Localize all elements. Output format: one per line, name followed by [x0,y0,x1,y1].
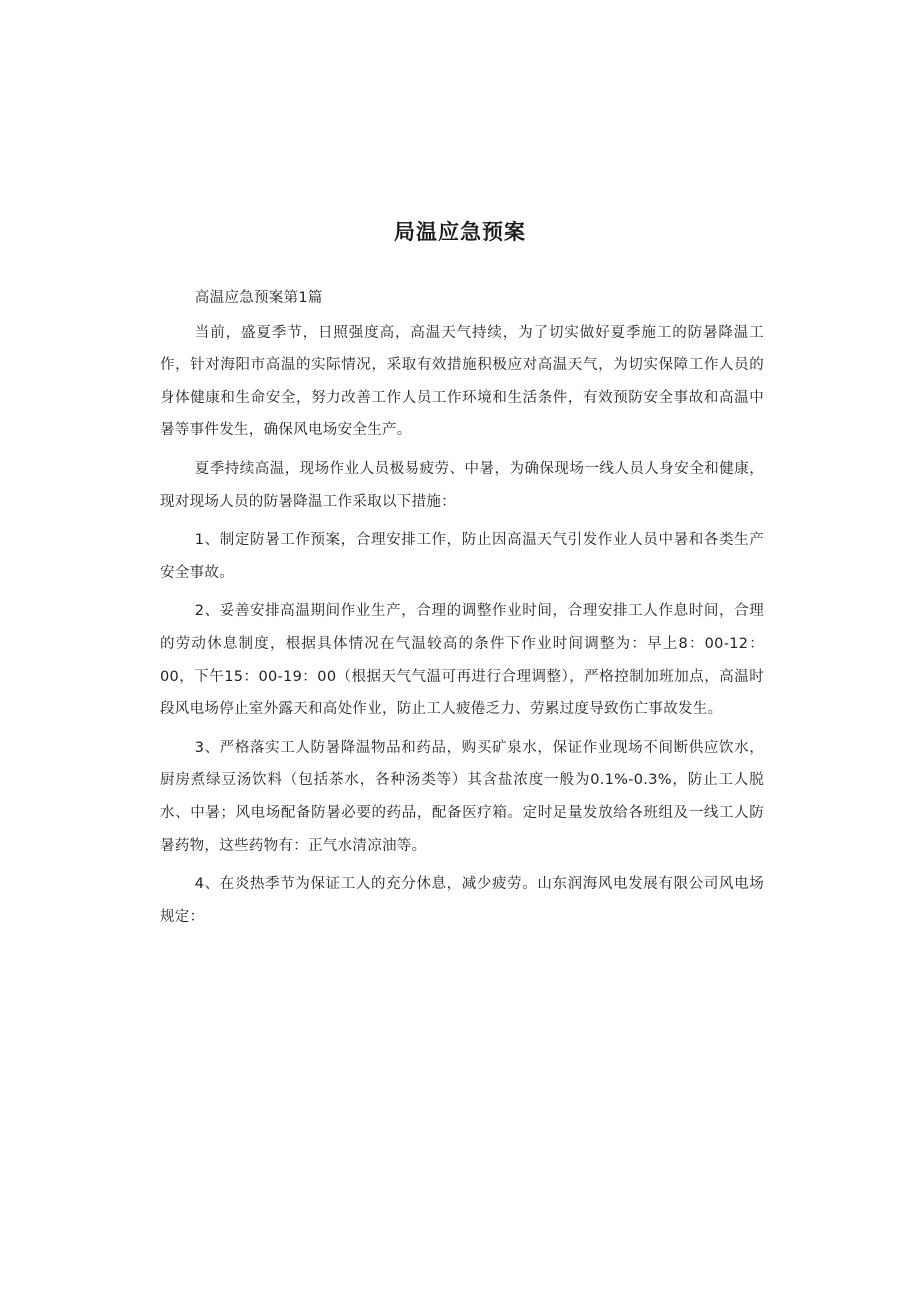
section-subheading: 高温应急预案第1篇 [194,290,323,306]
paragraph-intro: 当前，盛夏季节，日照强度高，高温天气持续，为了切实做好夏季施工的防暑降温工作，针对海阳市高温的实际情况，采取有效措施积极应对高温天气，为切实保障工作人员的身体健康和生命安全，努力改善工作人员工作环境和生活条件，有效预防安全事故和高温中暑等事件发生，确保风电场安全生产。 [160,324,764,439]
document-title: 局温应急预案 [394,220,526,244]
document-body [160,282,764,939]
paragraph-measure-2: 2、妥善安排高温期间作业生产，合理的调整作业时间，合理安排工人作息时间，合理的劳动休息制度，根据具体情况在气温较高的条件下作业时间调整为：早上8：00-12：00，下午15：00-19：00（根据天气气温可再进行合理调整），严格控制加班加点，高温时段风电场停止室外露天和高处作业，防止工人疲倦乏力、劳累过度导致伤亡事故发生。 [160,603,764,718]
paragraph-measure-3: 3、严格落实工人防暑降温物品和药品，购买矿泉水，保证作业现场不间断供应饮水，厨房煮绿豆汤饮料（包括茶水，各种汤类等）其含盐浓度一般为0.1%-0.3%，防止工人脱水、中暑；风电场配备防暑必要的药品，配备医疗箱。定时足量发放给各班组及一线工人防暑药物，这些药物有：正气水清凉油等。 [160,739,764,854]
paragraph-measure-4: 4、在炎热季节为保证工人的充分休息，减少疲劳。山东润海风电发展有限公司风电场规定： [160,876,764,925]
paragraph-measure-1: 1、制定防暑工作预案，合理安排工作，防止因高温天气引发作业人员中暑和各类生产安全事故。 [160,532,764,581]
paragraph-measures-lead: 夏季持续高温，现场作业人员极易疲劳、中暑，为确保现场一线人员人身安全和健康，现对现场人员的防暑降温工作采取以下措施： [160,460,764,510]
